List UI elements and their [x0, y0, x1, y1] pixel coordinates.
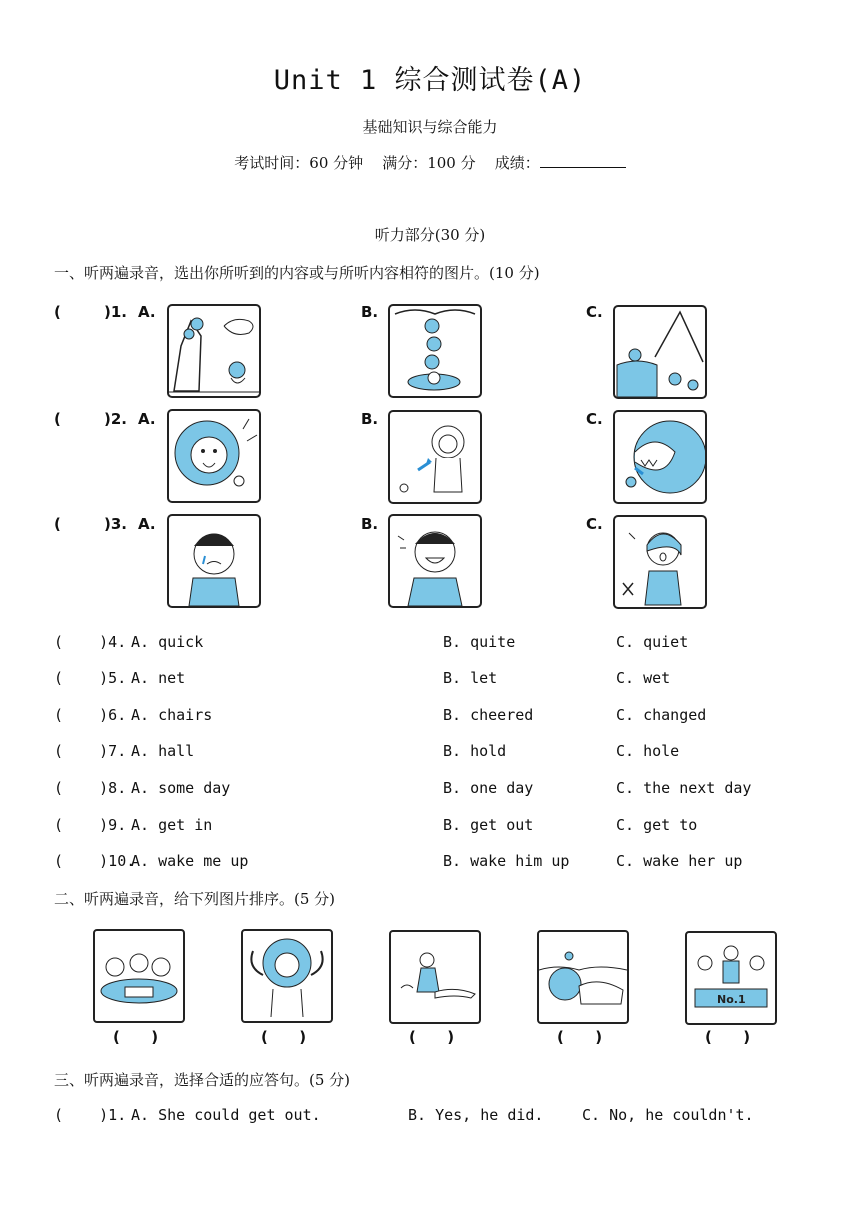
- word-question-5: [54, 669, 814, 691]
- option-c-label: C.: [586, 515, 603, 533]
- option-c: C. No, he couldn't.: [582, 1106, 754, 1124]
- picture-monkeys-cliff[interactable]: [167, 304, 261, 398]
- option-b: B. one day: [443, 779, 534, 797]
- option-b: B. hold: [443, 742, 507, 760]
- option-a: A. wake me up: [131, 852, 249, 870]
- sequence-answer-paren[interactable]: ( ): [113, 1028, 159, 1046]
- score-blank[interactable]: [540, 153, 626, 168]
- option-b: B. wake him up: [443, 852, 570, 870]
- option-b-label: B.: [361, 410, 379, 428]
- sequence-picture-lion-strong[interactable]: [241, 929, 333, 1023]
- question-number[interactable]: ( )8.: [54, 779, 127, 797]
- exam-info: [0, 152, 860, 173]
- sequence-answer-paren[interactable]: ( ): [261, 1028, 307, 1046]
- option-b-label: B.: [361, 303, 379, 321]
- option-b: B. get out: [443, 816, 534, 834]
- option-a: A. net: [131, 669, 186, 687]
- full-marks: 满分：100 分: [382, 154, 476, 172]
- option-a: A. chairs: [131, 706, 213, 724]
- score-label: 成绩：: [494, 154, 540, 172]
- option-c: C. changed: [616, 706, 707, 724]
- option-b-label: B.: [361, 515, 379, 533]
- option-b: B. cheered: [443, 706, 534, 724]
- sequence-picture-animals-party[interactable]: [93, 929, 185, 1023]
- picture-boy-crying[interactable]: [167, 514, 261, 608]
- sequence-picture-girl-lion[interactable]: [389, 930, 481, 1024]
- option-c: C. wet: [616, 669, 671, 687]
- picture-lion-roar-mouse[interactable]: [167, 409, 261, 503]
- word-question-9: [54, 816, 814, 838]
- option-b: B. quite: [443, 633, 516, 651]
- picture-lion-mouse-arrow[interactable]: [388, 410, 482, 504]
- question-number[interactable]: ( )6.: [54, 706, 127, 724]
- answer-paren[interactable]: (: [54, 410, 61, 428]
- option-c: C. wake her up: [616, 852, 743, 870]
- option-c: C. hole: [616, 742, 680, 760]
- listening-part-title: 听力部分(30 分): [374, 226, 486, 244]
- picture-lion-mouth-open[interactable]: [613, 410, 707, 504]
- word-question-10: [54, 852, 814, 874]
- question-number: )1.: [104, 303, 127, 321]
- sequence-answer-paren[interactable]: ( ): [557, 1028, 603, 1046]
- answer-paren[interactable]: (: [54, 303, 61, 321]
- question-number[interactable]: ( )9.: [54, 816, 127, 834]
- section3-title: 三、听两遍录音，选择合适的应答句。(5 分): [54, 1071, 351, 1089]
- question-number: )2.: [104, 410, 127, 428]
- sequence-answer-paren[interactable]: ( ): [705, 1028, 751, 1046]
- option-a: A. She could get out.: [131, 1106, 321, 1124]
- question-number[interactable]: ( )5.: [54, 669, 127, 687]
- option-c: C. get to: [616, 816, 698, 834]
- sequence-answer-paren[interactable]: ( ): [409, 1028, 455, 1046]
- sequence-picture-no1-cheer[interactable]: [685, 931, 777, 1025]
- page-subtitle: 基础知识与综合能力: [362, 118, 498, 136]
- sequence-picture-lion-resting[interactable]: [537, 930, 629, 1024]
- option-c-label: C.: [586, 410, 603, 428]
- question-number[interactable]: ( )4.: [54, 633, 127, 651]
- option-a: A. quick: [131, 633, 204, 651]
- no1-banner-text: No.1: [717, 993, 746, 1006]
- section2-title: 二、听两遍录音，给下列图片排序。(5 分): [54, 890, 336, 908]
- option-a-label: A.: [138, 303, 156, 321]
- picture-boy-laughing[interactable]: [388, 514, 482, 608]
- question-number: )3.: [104, 515, 127, 533]
- question-number[interactable]: ( )7.: [54, 742, 127, 760]
- answer-paren[interactable]: (: [54, 515, 61, 533]
- picture-monkey-chain[interactable]: [388, 304, 482, 398]
- page-title: Unit 1 综合测试卷(A): [273, 65, 587, 96]
- exam-time: 考试时间：60 分钟: [234, 154, 364, 172]
- option-c-label: C.: [586, 303, 603, 321]
- picture-girl-surprised[interactable]: [613, 515, 707, 609]
- question-number[interactable]: ( )1.: [54, 1106, 127, 1124]
- option-a-label: A.: [138, 515, 156, 533]
- option-a-label: A.: [138, 410, 156, 428]
- response-question-1: [54, 1106, 814, 1128]
- section1-title: 一、听两遍录音，选出你所听到的内容或与所听内容相符的图片。(10 分): [54, 264, 540, 282]
- option-b: B. Yes, he did.: [408, 1106, 544, 1124]
- word-question-7: [54, 742, 814, 764]
- option-a: A. hall: [131, 742, 195, 760]
- option-c: C. quiet: [616, 633, 689, 651]
- option-a: A. get in: [131, 816, 213, 834]
- option-a: A. some day: [131, 779, 231, 797]
- word-question-8: [54, 779, 814, 801]
- option-b: B. let: [443, 669, 498, 687]
- word-question-4: [54, 633, 814, 655]
- picture-monkeys-moon[interactable]: [613, 305, 707, 399]
- word-question-6: [54, 706, 814, 728]
- question-number[interactable]: ( )10.: [54, 852, 136, 870]
- option-c: C. the next day: [616, 779, 752, 797]
